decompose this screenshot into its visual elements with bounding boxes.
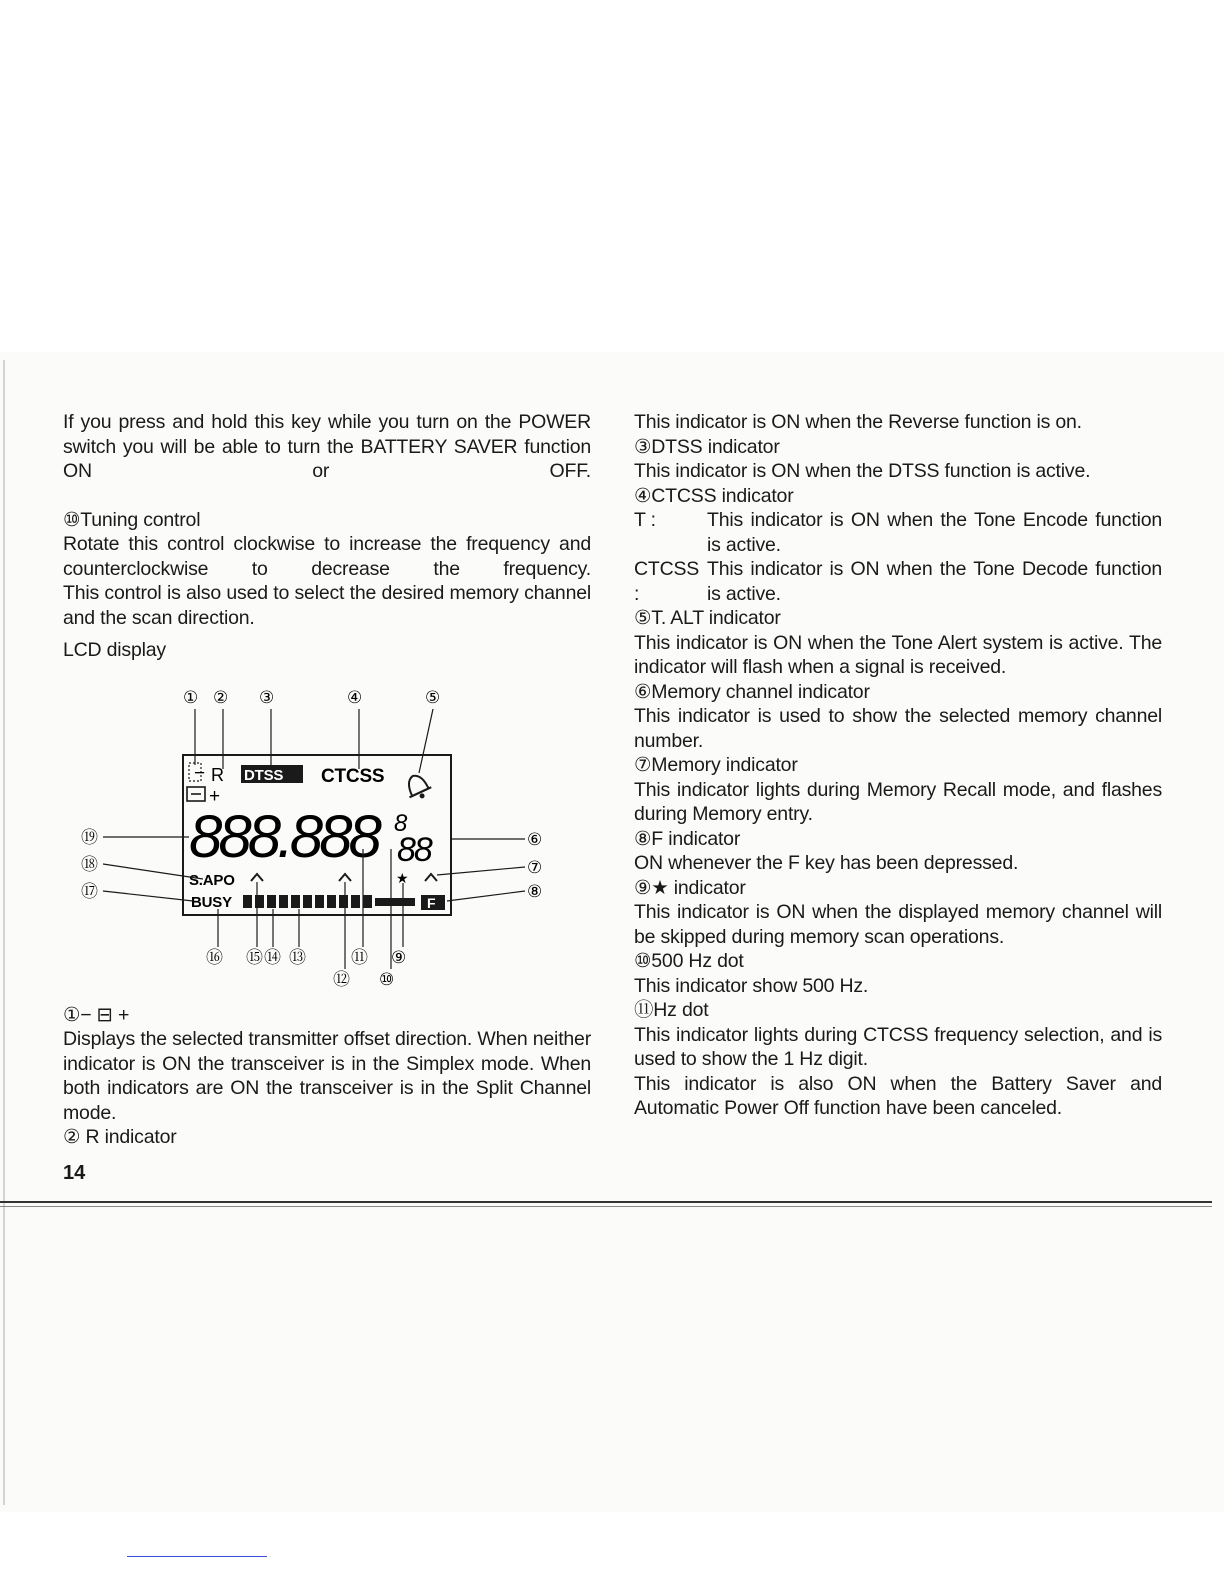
lcd-f-indicator: F [427,894,436,911]
star-indicator-paragraph: This indicator is ON when the displayed memory channel will be skipped during memory scan operations. [634,901,1162,948]
hz500-dot-paragraph: This indicator show 500 Hz. [634,974,869,997]
tone-decode-definition [634,557,1162,606]
hz-dot-heading: ⑪Hz dot [634,999,709,1021]
f-indicator-heading: ⑧F indicator [634,827,741,850]
hz-dot-paragraph-1: This indicator lights during CTCSS frequency selection, and is used to show the 1 Hz digit. [634,1023,1162,1070]
t-term: T : [634,509,656,531]
lcd-diagram-svg [63,669,591,993]
lcd-small-digit: 8 [394,809,408,837]
lcd-r-indicator: R [211,764,224,785]
lcd-dtss-indicator: DTSS [244,766,284,784]
lcd-arrow-15 [251,874,263,881]
lcd-ctcss-indicator: CTCSS [321,765,385,787]
lcd-display-heading: LCD display [63,639,166,661]
tuning-control-paragraph-1: Rotate this control clockwise to increase the frequency and counterclockwise to decrease the frequency. [63,533,591,580]
t-definition: This indicator is ON when the Tone Encode function is active. [707,509,1162,556]
tone-alert-paragraph: This indicator is ON when the Tone Alert system is active. The indicator will flash when a signal is received. [634,631,1162,678]
callout-1: ① [183,687,199,707]
callout-12: ⑫ [333,969,350,989]
callout-5: ⑤ [425,687,441,707]
bell-icon [402,770,434,802]
callout-15: ⑮ [246,947,263,967]
callout-17: ⑰ [81,881,98,901]
ctcss-term: CTCSS : [634,558,700,605]
callout-19: ⑲ [81,827,98,847]
callout-3: ③ [259,687,275,707]
lcd-diagram [63,669,591,993]
lcd-arrow-12 [339,874,351,881]
memory-channel-paragraph: This indicator is used to show the selected memory channel number. [634,705,1162,752]
offset-indicator-heading: ①− ⊟ + [63,1003,130,1026]
ctcss-indicator-heading: ④CTCSS indicator [634,484,794,507]
callout-13: ⑬ [289,947,306,967]
tuning-control-paragraph-2: This control is also used to select the desired memory channel and the scan direction. [63,582,591,629]
lcd-main-frequency-digits: 888.888 [189,802,378,870]
callout-6: ⑥ [527,829,543,849]
callout-10: ⑩ [379,969,395,989]
lcd-busy-indicator: BUSY [191,893,232,911]
lcd-skip-star: ★ [396,869,409,886]
hz500-dot-heading: ⑩500 Hz dot [634,950,744,972]
intro-paragraph: If you press and hold this key while you turn on the POWER switch you will be able to turn the BATTERY SAVER function ON or OFF. [63,411,591,482]
lcd-minus-indicator: − [194,762,205,784]
r-indicator-paragraph: This indicator is ON when the Reverse function is on. [634,411,1082,433]
callout-11: ⑪ [351,947,368,967]
callout-8: ⑧ [527,881,543,901]
tone-alert-heading: ⑤T. ALT indicator [634,607,781,629]
lcd-sapo-indicator: S.APO [189,871,235,889]
star-indicator-heading: ⑨★ indicator [634,876,746,899]
callout-7: ⑦ [527,857,543,877]
tuning-control-heading: ⑩Tuning control [63,508,201,531]
lcd-plus-indicator: + [209,785,220,807]
f-indicator-paragraph: ON whenever the F key has been depressed. [634,852,1019,874]
offset-indicator-paragraph: Displays the selected transmitter offset direction. When neither indicator is ON the transceiver is in the Simplex mode. When both indicators are ON the transceiver is in the Split Channel mode. [63,1028,591,1124]
lcd-s-meter-bars [243,895,415,908]
right-column [634,410,1162,1121]
lcd-channel-digits: 88 [397,830,431,869]
bottom-rule [0,1201,1212,1203]
hz-dot-paragraph-2: This indicator is also ON when the Battery Saver and Automatic Power Off function have been canceled. [634,1072,1162,1119]
r-indicator-heading: ② R indicator [63,1126,177,1148]
ctcss-definition: This indicator is ON when the Tone Decode function is active. [707,558,1162,605]
callout-2: ② [213,687,229,707]
callout-14: ⑭ [264,947,281,967]
callout-16: ⑯ [206,947,223,967]
dtss-indicator-heading: ③DTSS indicator [634,435,780,458]
page-number: 14 [63,1162,86,1184]
blue-scan-line [127,1556,267,1557]
dtss-indicator-paragraph: This indicator is ON when the DTSS function is active. [634,460,1091,482]
page-edge-line [3,360,5,1505]
callout-4: ④ [347,687,363,707]
memory-channel-heading: ⑥Memory channel indicator [634,680,870,703]
callout-9: ⑨ [391,947,407,967]
memory-indicator-heading: ⑦Memory indicator [634,754,798,776]
memory-indicator-paragraph: This indicator lights during Memory Recall mode, and flashes during Memory entry. [634,778,1162,825]
callout-18: ⑱ [81,854,98,874]
left-column [63,410,591,1150]
bottom-rule-thin [0,1206,1212,1207]
tone-encode-definition [634,508,1162,557]
lcd-arrow-7 [425,874,437,881]
